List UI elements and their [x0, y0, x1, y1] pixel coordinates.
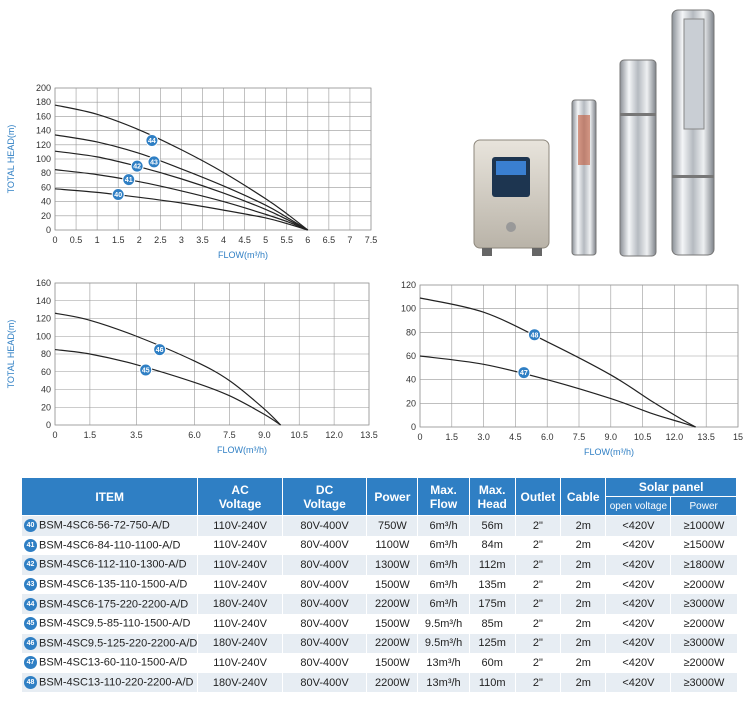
y-tick-label: 40: [405, 374, 416, 385]
model-number-badge: 43: [24, 578, 37, 591]
x-tick-label: 3.5: [130, 430, 143, 440]
x-tick-label: 3.0: [477, 432, 490, 442]
model-number-badge: 40: [24, 519, 37, 532]
y-axis-label: TOTAL HEAD(m): [6, 319, 16, 389]
header-max-flow: Max. Flow: [418, 478, 469, 516]
x-tick-label: 0: [52, 430, 58, 440]
x-tick-label: 5: [263, 235, 269, 245]
cell-outlet: 2": [515, 555, 560, 575]
cell-outlet: 2": [515, 536, 560, 556]
series-label-47: 47: [519, 370, 528, 378]
cell-ac: 180V-240V: [198, 673, 282, 693]
cell-pw: ≥3000W: [671, 634, 737, 654]
cell-dc: 80V-400V: [282, 575, 366, 595]
model-name: BSM-4SC13-110-220-2200-A/D: [39, 676, 194, 689]
cell-power: 1300W: [367, 555, 418, 575]
cell-power: 750W: [367, 516, 418, 536]
cell-flow: 9.5m³/h: [418, 614, 469, 634]
pump-large-icon: [672, 10, 714, 255]
y-tick-label: 80: [405, 327, 416, 338]
x-tick-label: 6: [305, 235, 311, 245]
cell-dc: 80V-400V: [282, 594, 366, 614]
cell-dc: 80V-400V: [282, 555, 366, 575]
x-tick-label: 4: [221, 235, 227, 245]
cell-flow: 13m³/h: [418, 653, 469, 673]
cell-pw: ≥1000W: [671, 516, 737, 536]
cell-head: 112m: [469, 555, 515, 575]
cell-pw: ≥1800W: [671, 555, 737, 575]
header-solar-panel: Solar panel: [606, 478, 737, 497]
x-tick-label: 12.0: [665, 432, 684, 442]
table-row: [22, 555, 737, 575]
cell-power: 2200W: [367, 634, 418, 654]
x-tick-label: 6.0: [540, 432, 554, 442]
cell-power: 1500W: [367, 653, 418, 673]
y-tick-label: 100: [35, 331, 51, 342]
series-label-44: 44: [148, 138, 156, 146]
series-line-45: [55, 350, 281, 425]
y-tick-label: 60: [40, 182, 51, 193]
x-tick-label: 3.5: [196, 235, 209, 245]
cell-item: [22, 536, 198, 556]
x-tick-label: 0: [52, 235, 58, 245]
model-name: BSM-4SC6-135-110-1500-A/D: [39, 578, 188, 591]
y-tick-label: 60: [40, 366, 51, 377]
x-tick-label: 3: [178, 235, 184, 245]
cell-dc: 80V-400V: [282, 634, 366, 654]
cell-power: 2200W: [367, 594, 418, 614]
cell-cable: 2m: [561, 614, 606, 634]
x-tick-label: 2.5: [154, 235, 167, 245]
cell-cable: 2m: [561, 653, 606, 673]
cell-item: [22, 673, 198, 693]
header-open-voltage: open voltage: [606, 497, 671, 516]
table-row: [22, 536, 737, 556]
cell-cable: 2m: [561, 536, 606, 556]
x-tick-label: 13.5: [360, 430, 378, 440]
cell-flow: 6m³/h: [418, 516, 469, 536]
cell-ac: 110V-240V: [198, 614, 282, 634]
x-axis-label: FLOW(m³/h): [218, 250, 268, 260]
y-tick-label: 160: [35, 111, 51, 122]
cell-outlet: 2": [515, 594, 560, 614]
series-label-45: 45: [141, 367, 150, 375]
x-tick-label: 1.5: [445, 432, 459, 442]
header-solar-power: Power: [671, 497, 737, 516]
header-power: Power: [367, 478, 418, 516]
cell-head: 84m: [469, 536, 515, 556]
cell-power: 1500W: [367, 614, 418, 634]
x-tick-label: 1.5: [83, 430, 97, 440]
chart-2-svg: [0, 275, 390, 460]
y-tick-label: 80: [40, 349, 51, 359]
cell-cable: 2m: [561, 575, 606, 595]
cell-pw: ≥2000W: [671, 614, 737, 634]
x-tick-label: 9.0: [258, 430, 271, 440]
cell-flow: 9.5m³/h: [418, 634, 469, 654]
header-outlet: Outlet: [515, 478, 560, 516]
cell-flow: 6m³/h: [418, 575, 469, 595]
y-tick-label: 120: [400, 280, 416, 290]
y-tick-label: 20: [405, 398, 416, 409]
x-tick-label: 0: [417, 432, 423, 442]
x-tick-label: 7.5: [223, 430, 236, 440]
model-name: BSM-4SC6-175-220-2200-A/D: [39, 598, 189, 611]
x-tick-label: 10.5: [290, 430, 308, 440]
x-tick-label: 7.5: [364, 235, 378, 245]
y-tick-label: 100: [400, 303, 416, 314]
cell-head: 56m: [469, 516, 515, 536]
model-name: BSM-4SC9.5-85-110-1500-A/D: [39, 617, 191, 630]
table-row: [22, 653, 737, 673]
y-axis-label: TOTAL HEAD(m): [6, 124, 16, 194]
x-tick-label: 15: [732, 432, 744, 442]
cell-dc: 80V-400V: [282, 653, 366, 673]
x-axis-label: FLOW(m³/h): [584, 447, 634, 457]
x-tick-label: 12.0: [325, 430, 343, 440]
series-label-42: 42: [133, 163, 142, 171]
x-tick-label: 5.5: [280, 235, 293, 245]
cell-ov: <420V: [606, 634, 671, 654]
pump-curve-chart-1: [0, 80, 390, 265]
cell-pw: ≥2000W: [671, 653, 737, 673]
pump-curve-chart-3: [395, 278, 745, 463]
cell-ac: 110V-240V: [198, 575, 282, 595]
cell-ac: 110V-240V: [198, 536, 282, 556]
cell-pw: ≥3000W: [671, 673, 737, 693]
model-name: BSM-4SC9.5-125-220-2200-A/D: [39, 637, 198, 650]
cell-power: 1500W: [367, 575, 418, 595]
series-line-47: [420, 356, 696, 427]
product-image: [462, 5, 742, 260]
cell-ov: <420V: [606, 575, 671, 595]
x-tick-label: 0.5: [69, 235, 83, 245]
cell-flow: 6m³/h: [418, 555, 469, 575]
series-label-43: 43: [150, 159, 158, 167]
cell-item: [22, 653, 198, 673]
model-name: BSM-4SC6-56-72-750-A/D: [39, 519, 170, 532]
cell-item: [22, 516, 198, 536]
x-axis-label: FLOW(m³/h): [217, 445, 267, 455]
model-number-badge: 46: [24, 637, 37, 650]
x-tick-label: 9.0: [604, 432, 618, 442]
cell-head: 135m: [469, 575, 515, 595]
table-row: [22, 634, 737, 654]
y-tick-label: 140: [35, 125, 51, 136]
x-tick-label: 6.5: [322, 235, 336, 245]
table-row: [22, 594, 737, 614]
cell-ov: <420V: [606, 653, 671, 673]
cell-ac: 180V-240V: [198, 634, 282, 654]
cell-outlet: 2": [515, 575, 560, 595]
y-tick-label: 0: [410, 422, 416, 432]
cell-item: [22, 634, 198, 654]
x-tick-label: 13.5: [697, 432, 715, 442]
x-tick-label: 1: [94, 235, 100, 245]
cell-pw: ≥2000W: [671, 575, 737, 595]
cell-pw: ≥1500W: [671, 536, 737, 556]
y-tick-label: 160: [35, 278, 51, 288]
model-number-badge: 41: [24, 539, 37, 552]
header-max-head: Max. Head: [469, 478, 515, 516]
chart-1-svg: [0, 80, 390, 265]
cell-ov: <420V: [606, 614, 671, 634]
header-dc-voltage: DC Voltage: [282, 478, 366, 516]
model-name: BSM-4SC6-112-110-1300-A/D: [39, 558, 187, 571]
cell-flow: 6m³/h: [418, 594, 469, 614]
x-tick-label: 10.5: [633, 432, 652, 442]
cell-ov: <420V: [606, 594, 671, 614]
controller-box-icon: [474, 140, 549, 256]
cell-head: 60m: [469, 653, 515, 673]
header-item: ITEM: [22, 478, 198, 516]
cell-power: 2200W: [367, 673, 418, 693]
cell-head: 125m: [469, 634, 515, 654]
y-tick-label: 140: [35, 295, 51, 306]
header-ac-voltage: AC Voltage: [198, 478, 282, 516]
y-tick-label: 20: [40, 210, 51, 221]
y-tick-label: 60: [405, 351, 416, 361]
cell-outlet: 2": [515, 634, 560, 654]
spec-table: [21, 477, 737, 692]
x-tick-label: 1.5: [111, 235, 125, 245]
series-label-48: 48: [530, 332, 539, 340]
y-tick-label: 0: [45, 225, 51, 235]
x-tick-label: 4.5: [238, 235, 251, 245]
cell-ov: <420V: [606, 555, 671, 575]
cell-head: 85m: [469, 614, 515, 634]
x-tick-label: 2: [136, 235, 142, 245]
cell-cable: 2m: [561, 634, 606, 654]
cell-flow: 6m³/h: [418, 536, 469, 556]
cell-dc: 80V-400V: [282, 516, 366, 536]
cell-cable: 2m: [561, 673, 606, 693]
chart-3-svg: [395, 278, 745, 463]
cell-ov: <420V: [606, 673, 671, 693]
cell-ac: 180V-240V: [198, 594, 282, 614]
model-number-badge: 47: [24, 656, 37, 669]
y-tick-label: 20: [40, 402, 51, 413]
cell-power: 1100W: [367, 536, 418, 556]
cell-outlet: 2": [515, 614, 560, 634]
y-tick-label: 40: [40, 384, 51, 395]
model-number-badge: 42: [24, 558, 37, 571]
y-tick-label: 180: [35, 97, 51, 108]
y-tick-label: 80: [40, 168, 51, 179]
cell-ac: 110V-240V: [198, 555, 282, 575]
pump-medium-icon: [620, 60, 656, 256]
series-label-40: 40: [114, 192, 123, 200]
cell-ov: <420V: [606, 516, 671, 536]
pump-curve-chart-2: [0, 275, 390, 460]
cell-head: 175m: [469, 594, 515, 614]
cell-ac: 110V-240V: [198, 516, 282, 536]
cell-dc: 80V-400V: [282, 536, 366, 556]
model-number-badge: 45: [24, 617, 37, 630]
series-label-41: 41: [124, 177, 133, 185]
table-row: [22, 575, 737, 595]
model-name: BSM-4SC6-84-110-1100-A/D: [39, 539, 181, 552]
y-tick-label: 200: [35, 83, 51, 93]
y-tick-label: 0: [45, 420, 51, 430]
cell-item: [22, 575, 198, 595]
y-tick-label: 100: [35, 154, 51, 164]
cell-item: [22, 555, 198, 575]
cell-flow: 13m³/h: [418, 673, 469, 693]
y-tick-label: 120: [35, 139, 51, 150]
series-line-46: [55, 313, 281, 425]
y-tick-label: 40: [40, 196, 51, 207]
cell-dc: 80V-400V: [282, 673, 366, 693]
cell-cable: 2m: [561, 516, 606, 536]
table-row: [22, 614, 737, 634]
pump-small-icon: [572, 100, 596, 255]
model-name: BSM-4SC13-60-110-1500-A/D: [39, 656, 188, 669]
table-row: [22, 516, 737, 536]
x-tick-label: 6.0: [188, 430, 201, 440]
cell-dc: 80V-400V: [282, 614, 366, 634]
x-tick-label: 7.5: [572, 432, 586, 442]
cell-ac: 110V-240V: [198, 653, 282, 673]
cell-ov: <420V: [606, 536, 671, 556]
header-cable: Cable: [561, 478, 606, 516]
cell-outlet: 2": [515, 673, 560, 693]
cell-outlet: 2": [515, 653, 560, 673]
series-line-48: [420, 298, 696, 427]
cell-cable: 2m: [561, 594, 606, 614]
cell-item: [22, 614, 198, 634]
cell-head: 110m: [469, 673, 515, 693]
cell-item: [22, 594, 198, 614]
cell-cable: 2m: [561, 555, 606, 575]
cell-pw: ≥3000W: [671, 594, 737, 614]
table-row: [22, 673, 737, 693]
x-tick-label: 4.5: [509, 432, 522, 442]
x-tick-label: 7: [347, 235, 353, 245]
model-number-badge: 48: [24, 676, 37, 689]
cell-outlet: 2": [515, 516, 560, 536]
y-tick-label: 120: [35, 313, 51, 324]
model-number-badge: 44: [24, 598, 37, 611]
series-label-46: 46: [155, 347, 164, 355]
